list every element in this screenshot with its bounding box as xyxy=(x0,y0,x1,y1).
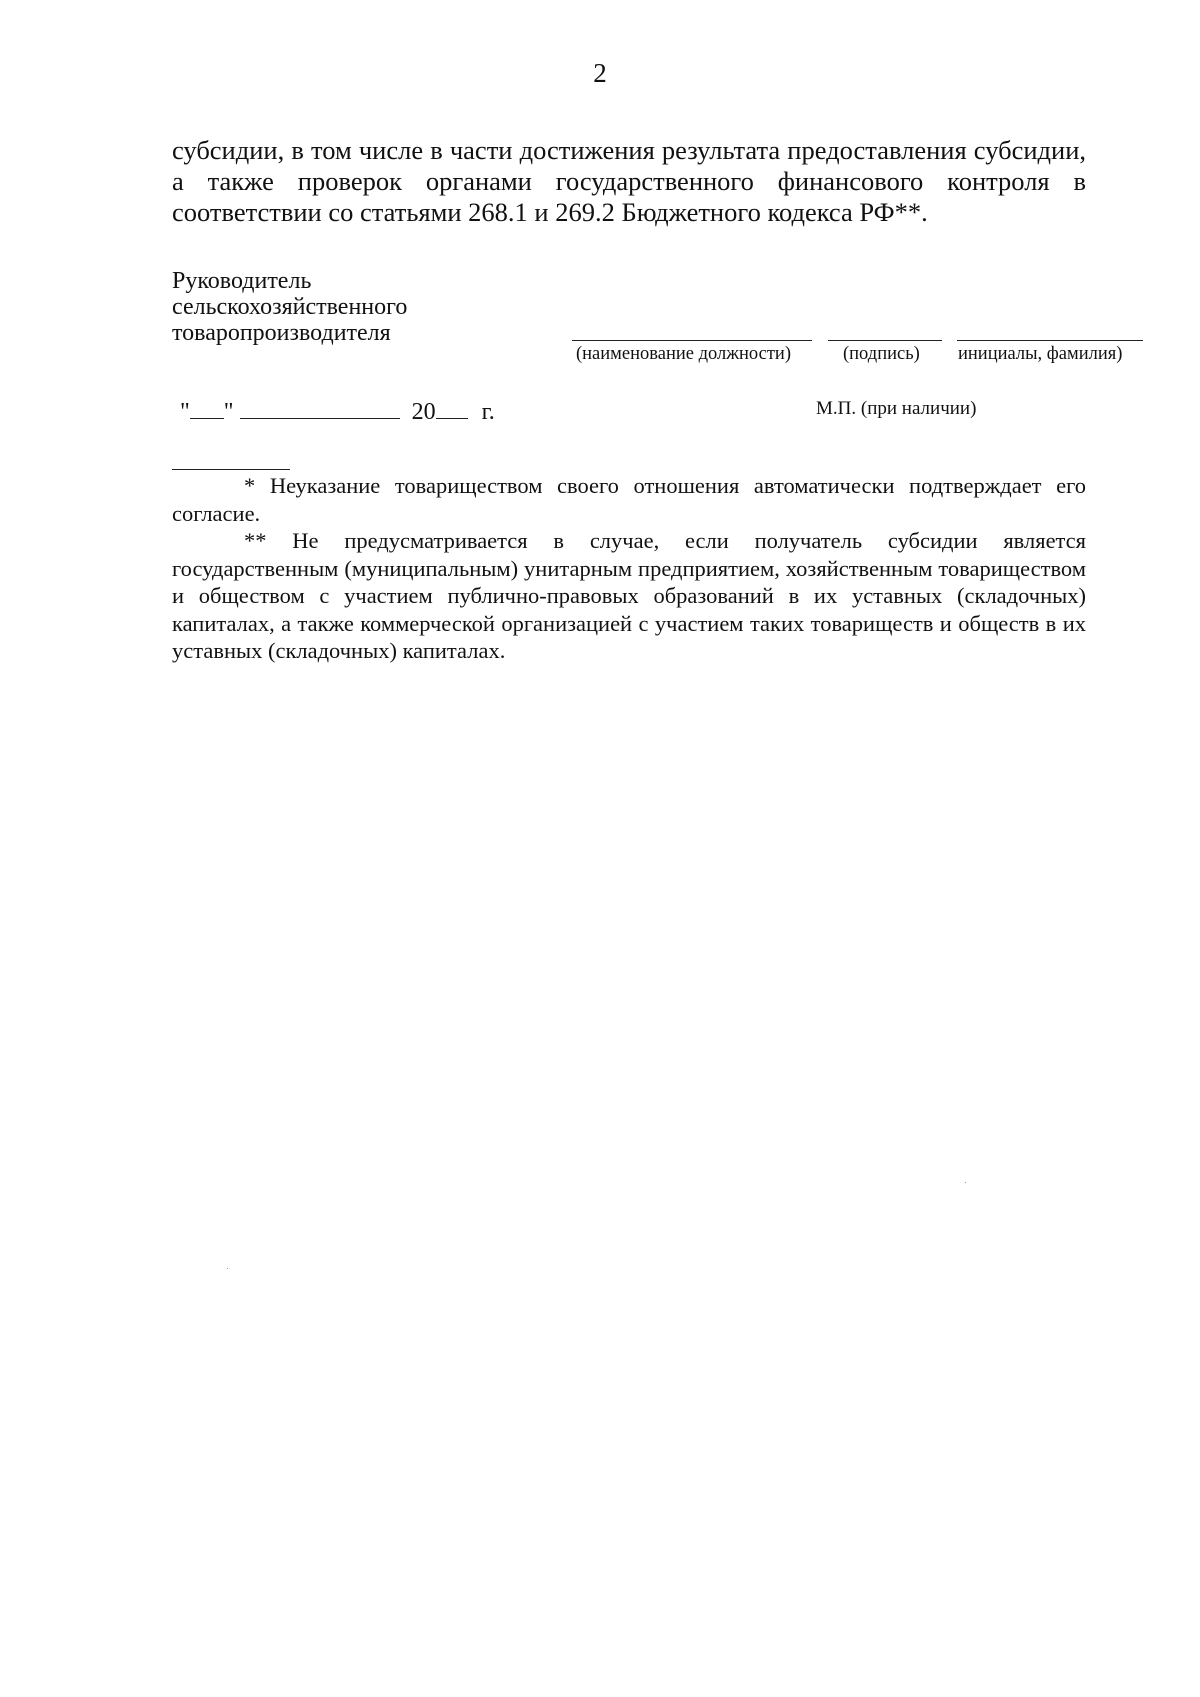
month-blank xyxy=(240,398,400,419)
scan-speck xyxy=(965,1182,966,1183)
signer-title-line-1: Руководитель xyxy=(172,268,312,294)
page-number: 2 xyxy=(593,58,607,88)
footnotes xyxy=(172,472,1086,665)
signature-line xyxy=(828,340,942,341)
position-caption: (наименование должности) xyxy=(576,344,791,364)
date-open-quote: " xyxy=(180,399,190,425)
signer-title-line-3: товаропроизводителя xyxy=(172,320,391,346)
footnote-divider xyxy=(172,469,290,470)
body-paragraph: субсидии, в том числе в части достижения результата предоставления субсидии, а также проверок органами государственного финансового контроля в соответствии со статьями 268.1 и 269.2 Бюджетного кодекса РФ**. xyxy=(172,135,1086,227)
signature-caption: (подпись) xyxy=(843,344,920,364)
year-suffix: г. xyxy=(481,399,495,425)
date-close-quote: " xyxy=(223,399,234,425)
year-blank xyxy=(436,398,468,419)
date-line xyxy=(180,398,495,426)
name-signature-line xyxy=(957,340,1143,341)
footnote-1: * Неуказание товариществом своего отношения автоматически подтверждает его согласие. xyxy=(172,473,1086,526)
day-blank xyxy=(190,398,224,419)
stamp-note: М.П. (при наличии) xyxy=(816,398,977,419)
name-caption: инициалы, фамилия) xyxy=(958,344,1123,364)
position-signature-line xyxy=(572,340,812,341)
year-prefix: 20 xyxy=(411,399,436,425)
signer-title-line-2: сельскохозяйственного xyxy=(172,294,408,320)
scan-speck xyxy=(227,1268,228,1269)
signer-title xyxy=(172,268,407,346)
footnote-2: ** Не предусматривается в случае, если получатель субсидии является государственным (муниципальным) унитарным предприятием, хозяйственным товариществом и обществом с участием публично-правовых образований в их уставных (складочных) капиталах, а также коммерческой организацией с участием таких товариществ и обществ в их уставных (складочных) капиталах. xyxy=(172,528,1086,663)
